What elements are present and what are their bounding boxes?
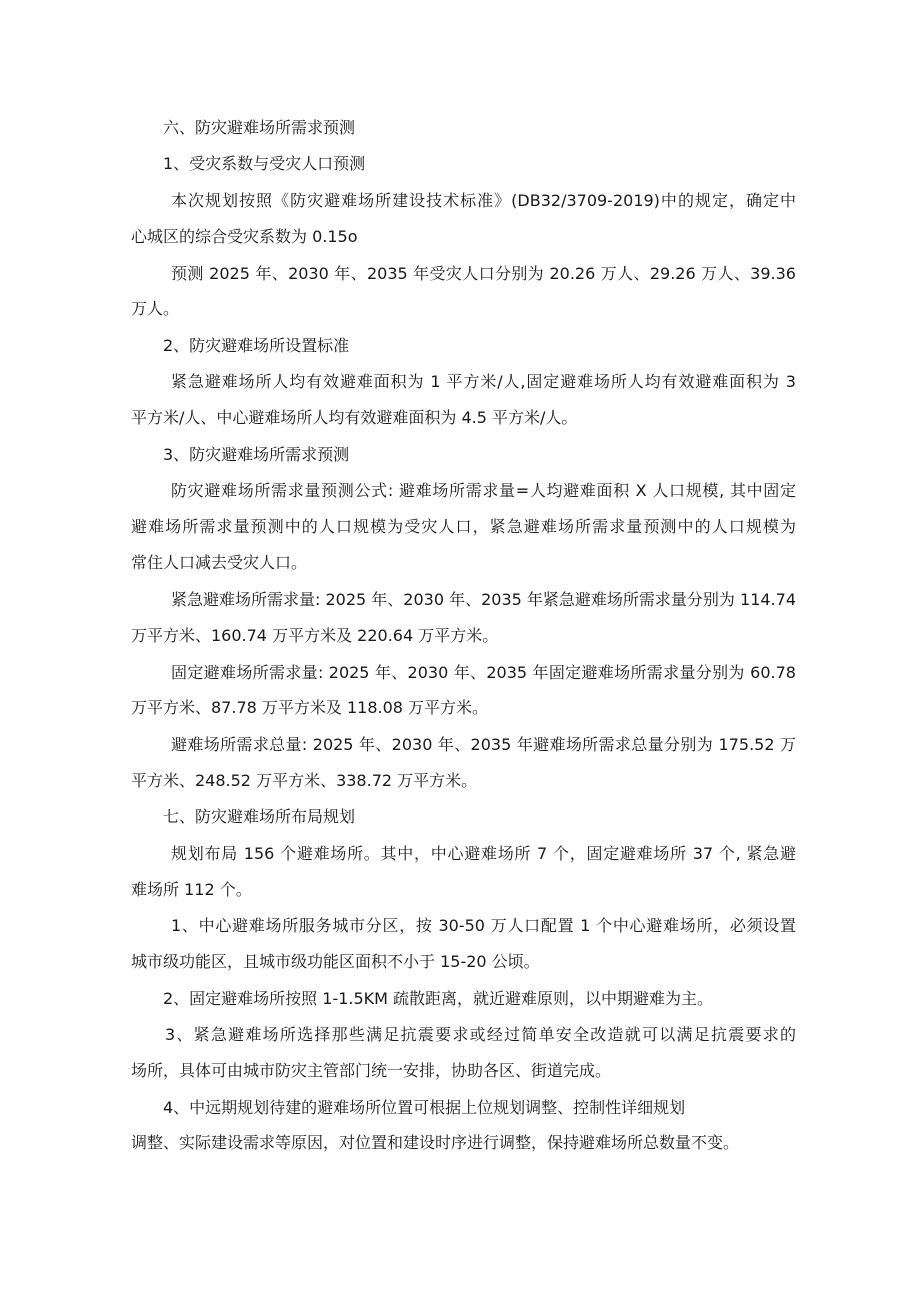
paragraph-line: 场所，具体可由城市防灾主管部门统一安排，协助各区、街道完成。: [131, 1061, 612, 1080]
paragraph-line: 1、中心避难场所服务城市分区，按 30-50 万人口配置 1 个中心避难场所，必须设置: [171, 916, 796, 935]
paragraph-line: 平方米、248.52 万平方米、338.72 万平方米。: [131, 771, 478, 790]
subheading-2: 2、防灾避难场所设置标准: [163, 336, 350, 355]
section-heading-7: 七、防灾避难场所布局规划: [163, 807, 356, 826]
subheading-1: 1、受灾系数与受灾人口预测: [163, 154, 366, 173]
paragraph-line: 2、固定避难场所按照 1-1.5KM 疏散距离，就近避难原则，以中期避难为主。: [163, 989, 714, 1008]
paragraph-line: 心城区的综合受灾系数为 0.15o: [131, 227, 358, 246]
paragraph-line: 调整、实际建设需求等原因，对位置和建设时序进行调整，保持避难场所总数量不变。: [131, 1133, 740, 1152]
paragraph-line: 紧急避难场所需求量: 2025 年、2030 年、2035 年紧急避难场所需求量分别为 114.74: [171, 590, 796, 609]
paragraph-line: 预测 2025 年、2030 年、2035 年受灾人口分别为 20.26 万人、29.26 万人、39.36: [171, 264, 796, 283]
paragraph-line: 固定避难场所需求量: 2025 年、2030 年、2035 年固定避难场所需求量分别为 60.78: [171, 663, 796, 682]
section-heading-6: 六、防灾避难场所需求预测: [163, 118, 356, 137]
paragraph-line: 常住人口减去受灾人口。: [131, 553, 308, 572]
paragraph-line: 本次规划按照《防灾避难场所建设技术标准》(DB32/3709-2019)中的规定，确定中: [171, 191, 796, 210]
paragraph-line: 城市级功能区，且城市级功能区面积不小于 15-20 公顷。: [131, 952, 540, 971]
paragraph-line: 规划布局 156 个避难场所。其中，中心避难场所 7 个，固定避难场所 37 个, 紧急避: [171, 844, 796, 863]
paragraph-line: 避难场所需求量预测中的人口规模为受灾人口，紧急避难场所需求量预测中的人口规模为: [131, 517, 796, 536]
paragraph-line: 万平方米、160.74 万平方米及 220.64 万平方米。: [131, 626, 499, 645]
paragraph-line: 万平方米、87.78 万平方米及 118.08 万平方米。: [131, 698, 489, 717]
paragraph-line: 防灾避难场所需求量预测公式: 避难场所需求量=人均避难面积 X 人口规模, 其中固定: [171, 481, 796, 500]
paragraph-line: 避难场所需求总量: 2025 年、2030 年、2035 年避难场所需求总量分别为 175.52 万: [171, 735, 796, 754]
paragraph-line: 平方米/人、中心避难场所人均有效避难面积为 4.5 平方米/人。: [131, 408, 578, 427]
paragraph-line: 4、中远期规划待建的避难场所位置可根据上位规划调整、控制性详细规划: [163, 1098, 686, 1117]
subheading-3: 3、防灾避难场所需求预测: [163, 445, 350, 464]
paragraph-line: 3、紧急避难场所选择那些满足抗震要求或经过简单安全改造就可以满足抗震要求的: [165, 1025, 796, 1044]
paragraph-line: 万人。: [131, 299, 180, 318]
paragraph-line: 紧急避难场所人均有效避难面积为 1 平方米/人,固定避难场所人均有效避难面积为 3: [171, 372, 796, 391]
paragraph-line: 难场所 112 个。: [131, 880, 252, 899]
